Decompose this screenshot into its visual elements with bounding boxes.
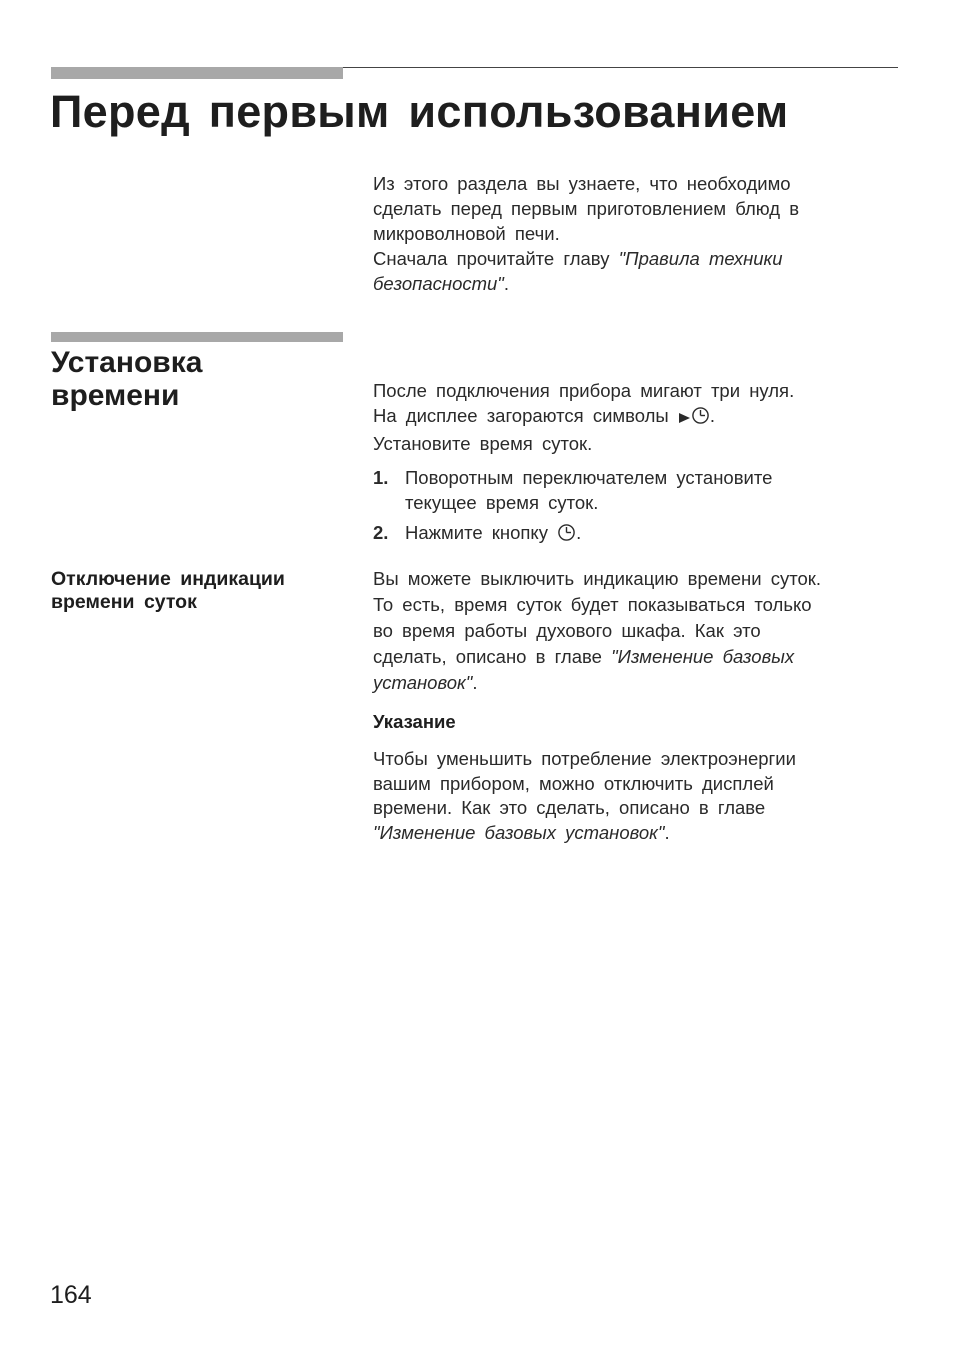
display-line: во время работы духового шкафа. Как это [373,620,761,641]
chapter-reference: "Изменение базовых [611,646,795,667]
intro-text: Сначала прочитайте главу [373,248,619,269]
chapter-reference: "Изменение базовых установок" [373,821,665,843]
subsection-heading-display [51,568,285,614]
chapter-reference: "Правила техники [618,248,783,269]
section-heading-line: Установка [51,346,203,379]
time-line: Установите время суток. [373,433,593,454]
step-item [373,465,893,515]
display-paragraph [373,566,893,696]
intro-line: сделать перед первым приготовлением блюд в [373,198,800,219]
time-text: . [709,405,715,426]
section-bar [51,332,343,342]
display-line: То есть, время суток будет показываться только [373,594,812,615]
note-line: Чтобы уменьшить потребление электроэнергии [373,748,796,769]
note-line: времени. Как это сделать, описано в главе [373,797,766,818]
time-text: На дисплее загораются символы [373,405,678,426]
note-text: . [664,821,670,843]
note-line [373,821,893,846]
step-text: текущее время суток. [405,492,599,513]
clock-icon [691,406,710,431]
intro-text: . [503,273,510,294]
subsection-heading-line: времени суток [51,591,197,613]
clock-icon [557,523,576,548]
step-number: 1. [373,467,389,488]
page-title: Перед первым использованием [50,86,789,137]
time-paragraph [373,378,893,456]
section-heading-time [51,346,202,412]
step-text [405,520,893,548]
step-number: 2. [373,522,389,543]
display-line: Вы можете выключить индикацию времени суток. [373,568,822,589]
page-number: 164 [50,1281,92,1309]
step-text: Поворотным переключателем установите [405,467,773,488]
step-item [373,520,893,548]
header-bar [51,67,343,79]
note-line: вашим прибором, можно отключить дисплей [373,772,774,794]
display-text: сделать, описано в главе [373,646,612,667]
step-text-part: Нажмите кнопку [405,522,558,543]
steps-list [373,465,893,548]
intro-paragraph [373,171,893,296]
section-heading-line: времени [51,379,180,412]
note-paragraph [373,747,893,845]
intro-line: микроволновой печи. [373,223,560,244]
intro-line: Из этого раздела вы узнаете, что необходимо [373,173,791,194]
display-line [373,644,893,670]
intro-line [373,246,893,271]
intro-line [373,271,893,296]
display-text: . [472,672,478,693]
chapter-reference: безопасности" [373,273,504,294]
header-rule [343,67,898,68]
play-icon [678,406,691,431]
subsection-heading-line: Отключение индикации [51,568,285,590]
chapter-reference: установок" [373,672,473,693]
time-line: После подключения прибора мигают три нуля. [373,380,795,401]
note-label: Указание [373,711,456,732]
display-line [373,670,893,696]
step-text-part: . [576,522,582,543]
time-line [373,403,893,431]
